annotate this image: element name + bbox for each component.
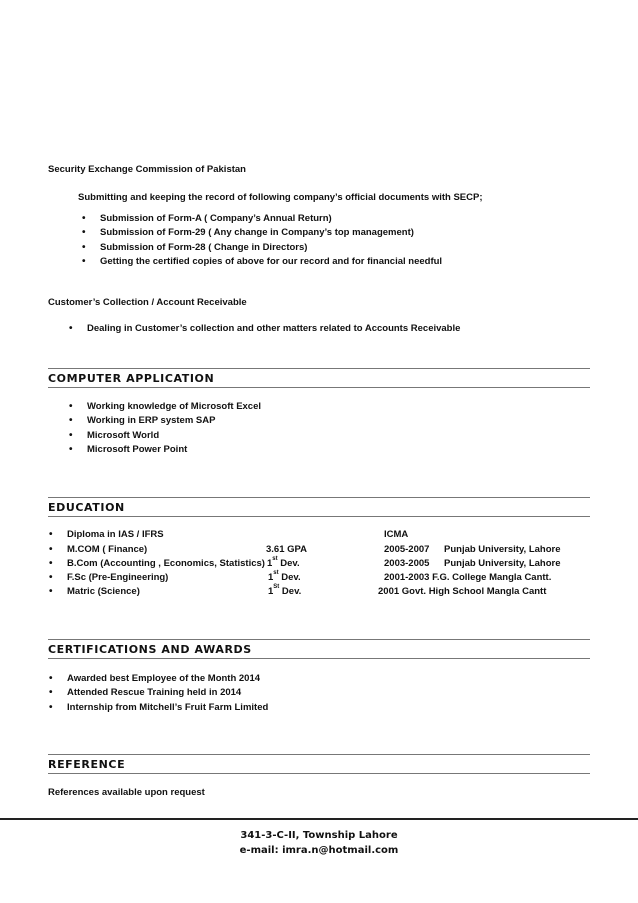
education-row <box>0 558 600 572</box>
years: 2001-2003 F.G. College Mangla Cantt. <box>384 572 552 583</box>
list-item: • Dealing in Customer’s collection and other matters related to Accounts Receivable <box>87 322 460 336</box>
list-item: • Submission of Form-28 ( Change in Directors) <box>100 241 442 255</box>
section-title: COMPUTER APPLICATION <box>48 372 215 385</box>
customer-heading: Customer’s Collection / Account Receivable <box>48 297 247 308</box>
institution: Punjab University, Lahore <box>444 558 561 569</box>
grade: 1st Dev. <box>268 570 301 583</box>
degree: Matric (Science) <box>67 586 140 597</box>
certifications-section-header <box>48 639 590 659</box>
section-title: REFERENCE <box>48 758 126 771</box>
section-title: EDUCATION <box>48 501 125 514</box>
institution: Punjab University, Lahore <box>444 544 561 555</box>
years: 2005-2007 <box>384 544 430 555</box>
list-item: • Working in ERP system SAP <box>87 414 261 428</box>
education-row <box>0 586 600 600</box>
bullet-icon: • <box>49 586 53 597</box>
degree: Diploma in IAS / IFRS <box>67 529 164 540</box>
years: 2003-2005 <box>384 558 430 569</box>
education-row <box>0 544 600 558</box>
grade: 1St Dev. <box>268 584 302 597</box>
reference-text: References available upon request <box>48 787 205 798</box>
customer-list <box>87 322 460 336</box>
list-item: • Microsoft Power Point <box>87 443 261 457</box>
bullet-icon: • <box>49 529 53 540</box>
list-item: • Submission of Form-A ( Company’s Annual Return) <box>100 212 442 226</box>
bullet-icon: • <box>49 544 53 555</box>
footer-divider <box>0 818 638 820</box>
computer-list <box>87 400 261 457</box>
grade: 3.61 GPA <box>266 544 308 555</box>
grade: 1st Dev. <box>267 556 300 569</box>
secp-subheading: Submitting and keeping the record of following company’s official documents with SECP; <box>78 192 483 203</box>
secp-list <box>100 212 442 269</box>
bullet-icon: • <box>49 572 53 583</box>
reference-section-header <box>48 754 590 774</box>
years: 2001 Govt. High School Mangla Cantt <box>378 586 547 597</box>
degree: M.COM ( Finance) <box>67 544 148 555</box>
section-title: CERTIFICATIONS AND AWARDS <box>48 643 252 656</box>
list-item: • Internship from Mitchell’s Fruit Farm Limited <box>67 701 268 715</box>
certifications-list <box>67 672 268 715</box>
list-item: • Getting the certified copies of above for our record and for financial needful <box>100 255 442 269</box>
list-item: • Attended Rescue Training held in 2014 <box>67 686 268 700</box>
degree: F.Sc (Pre-Engineering) <box>67 572 169 583</box>
list-item: • Working knowledge of Microsoft Excel <box>87 400 261 414</box>
computer-section-header <box>48 368 590 388</box>
years: ICMA <box>384 529 409 540</box>
bullet-icon: • <box>49 558 53 569</box>
degree: B.Com (Accounting , Economics, Statistics) <box>67 558 265 569</box>
education-row <box>0 572 600 586</box>
list-item: • Submission of Form-29 ( Any change in Company’s top management) <box>100 226 442 240</box>
list-item: • Microsoft World <box>87 429 261 443</box>
footer-email: e-mail: imra.n@hotmail.com <box>239 845 399 856</box>
footer-address: 341-3-C-II, Township Lahore <box>240 830 398 841</box>
list-item: • Awarded best Employee of the Month 2014 <box>67 672 268 686</box>
education-row <box>0 529 600 543</box>
education-section-header <box>48 497 590 517</box>
secp-heading: Security Exchange Commission of Pakistan <box>48 164 246 175</box>
